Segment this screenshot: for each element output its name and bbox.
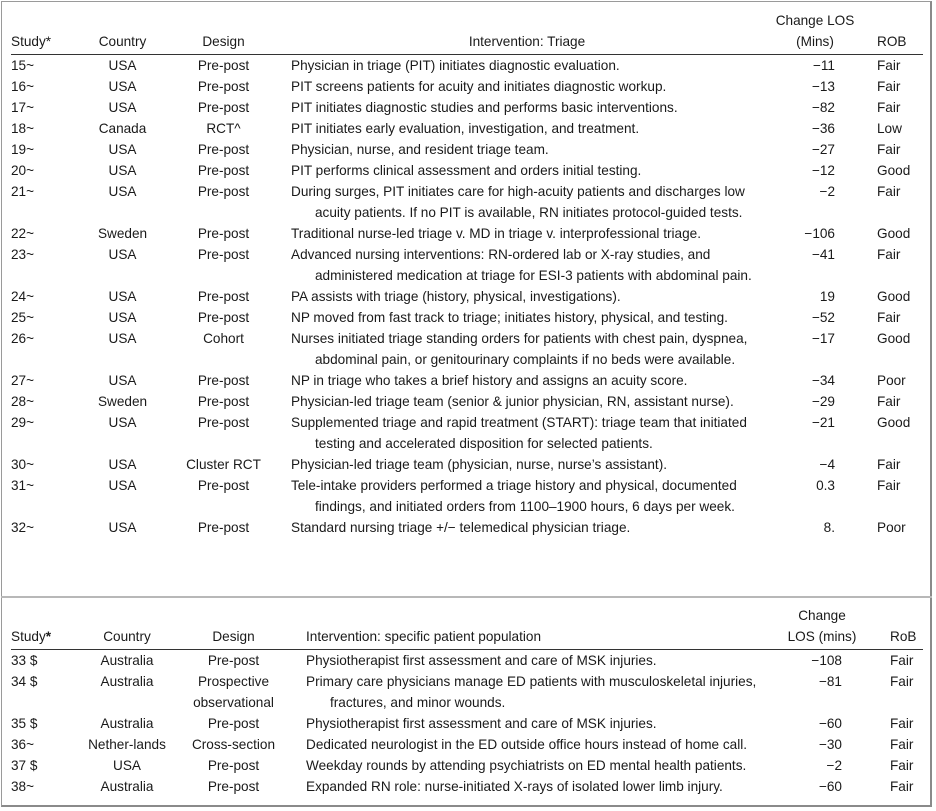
table-row (11, 734, 923, 755)
cell-change-los: −60 (818, 779, 842, 794)
cell-country: USA (108, 247, 137, 262)
header-intervention-2: Intervention: specific patient population (296, 603, 780, 650)
cell-change-los: −108 (811, 653, 842, 668)
intervention-text: Advanced nursing interventions: RN-ordered lab or X-ray studies, and administered medication at triage for ESI-3 patients with abdominal pain. (291, 247, 752, 283)
cell-intervention (296, 650, 780, 672)
cell-change-los: −27 (811, 142, 835, 157)
cell-change-los: −21 (811, 415, 835, 430)
cell-change-los: −106 (804, 226, 835, 241)
cell-change-los: 0.3 (816, 478, 835, 493)
table-row (11, 755, 923, 776)
cell-intervention (281, 412, 773, 454)
header-rob: ROB (857, 8, 923, 55)
cell-change-los: −2 (826, 758, 842, 773)
table-row (11, 181, 923, 223)
table-row (11, 370, 923, 391)
header-design-2: Design (171, 603, 296, 650)
intervention-text: Physician-led triage team (physician, nurse, nurse’s assistant). (291, 457, 668, 472)
cell-study: 37 $ (11, 758, 38, 773)
cell-country: Sweden (97, 394, 148, 409)
cell-change-los: −13 (811, 79, 835, 94)
section-divider (1, 596, 932, 598)
cell-intervention (281, 139, 773, 160)
table-row (11, 391, 923, 412)
cell-study: 29~ (11, 415, 35, 430)
header-country-2: Country (83, 603, 171, 650)
table-row (11, 139, 923, 160)
intervention-text: Tele-intake providers performed a triage history and physical, documented findings, and initiated orders from 1100–1900 hours, 6 days per week. (291, 478, 737, 514)
cell-study: 27~ (11, 373, 35, 388)
cell-intervention (281, 286, 773, 307)
cell-country: Australia (100, 716, 154, 731)
cell-study: 38~ (11, 779, 35, 794)
table-row (11, 412, 923, 454)
header-country: Country (79, 8, 166, 55)
table-row (11, 223, 923, 244)
table-row (11, 55, 923, 77)
cell-study: 15~ (11, 58, 35, 73)
cell-intervention (281, 391, 773, 412)
cell-country: Australia (100, 674, 154, 689)
cell-design: Pre-post (197, 520, 250, 535)
cell-intervention (281, 370, 773, 391)
intervention-text: Supplemented triage and rapid treatment (START): triage team that initiated testing and accelerated disposition for selected patients. (291, 415, 747, 451)
cell-change-los: −4 (819, 457, 835, 472)
intervention-text: Traditional nurse-led triage v. MD in triage v. interprofessional triage. (291, 226, 702, 241)
cell-study: 16~ (11, 79, 35, 94)
cell-intervention (281, 307, 773, 328)
cell-study: 34 $ (11, 674, 38, 689)
cell-intervention (281, 181, 773, 223)
cell-design: Pre-post (197, 163, 250, 178)
triage-table-body (11, 55, 923, 539)
cell-change-los: −82 (811, 100, 835, 115)
cell-rob: Fair (877, 79, 901, 94)
cell-intervention (281, 328, 773, 370)
table-row (11, 118, 923, 139)
cell-change-los: −30 (818, 737, 842, 752)
cell-country: USA (113, 758, 141, 773)
cell-rob: Fair (877, 100, 901, 115)
cell-change-los: −29 (811, 394, 835, 409)
intervention-text: Nurses initiated triage standing orders for patients with chest pain, dyspnea, abdominal pain, or genitourinary complaints if no beds were available. (291, 331, 748, 367)
cell-intervention (296, 734, 780, 755)
cell-rob: Fair (877, 478, 901, 493)
cell-design: Pre-post (197, 415, 250, 430)
cell-country: USA (108, 457, 137, 472)
cell-country: Sweden (97, 226, 148, 241)
cell-design: Cross-section (191, 737, 276, 752)
cell-intervention (281, 244, 773, 286)
cell-study: 30~ (11, 457, 35, 472)
table-row (11, 776, 923, 797)
cell-rob: Fair (890, 716, 914, 731)
cell-study: 33 $ (11, 653, 38, 668)
cell-rob: Good (877, 289, 911, 304)
cell-intervention (296, 713, 780, 734)
table-row (11, 97, 923, 118)
intervention-text: Physiotherapist first assessment and care of MSK injuries. (306, 653, 657, 668)
intervention-text: PIT initiates early evaluation, investigation, and treatment. (291, 121, 640, 136)
cell-rob: Fair (890, 758, 914, 773)
specific-population-table (11, 603, 923, 797)
header-rob-2: RoB (864, 603, 923, 650)
cell-change-los: −17 (811, 331, 835, 346)
header-study-2 (11, 603, 83, 650)
intervention-text: Dedicated neurologist in the ED outside office hours instead of home call. (306, 737, 748, 752)
cell-change-los: −36 (811, 121, 835, 136)
cell-rob: Fair (877, 394, 901, 409)
cell-design: Pre-post (197, 478, 250, 493)
header-change-los (773, 8, 857, 55)
cell-intervention (281, 55, 773, 77)
cell-rob: Low (877, 121, 902, 136)
triage-table (11, 8, 923, 538)
header-intervention: Intervention: Triage (281, 8, 773, 55)
specific-population-table-body (11, 650, 923, 798)
cell-rob: Fair (877, 184, 901, 199)
intervention-text: Standard nursing triage +/− telemedical physician triage. (291, 520, 631, 535)
cell-intervention (281, 517, 773, 538)
cell-intervention (281, 118, 773, 139)
table-row (11, 454, 923, 475)
cell-design: Pre-post (197, 142, 250, 157)
cell-intervention (281, 475, 773, 517)
cell-design: Pre-post (207, 758, 260, 773)
header-study-2-star: * (45, 629, 52, 644)
table-row (11, 244, 923, 286)
intervention-text: NP in triage who takes a brief history and assigns an acuity score. (291, 373, 688, 388)
cell-change-los: −52 (811, 310, 835, 325)
cell-design: Pre-post (197, 394, 250, 409)
cell-country: USA (108, 58, 137, 73)
table-row (11, 650, 923, 672)
cell-rob: Good (877, 415, 911, 430)
cell-study: 21~ (11, 184, 35, 199)
cell-design: Pre-post (197, 289, 250, 304)
cell-study: 23~ (11, 247, 35, 262)
intervention-text: During surges, PIT initiates care for high-acuity patients and discharges low acuity patients. If no PIT is available, RN initiates protocol-guided tests. (291, 184, 745, 220)
intervention-text: PIT screens patients for acuity and initiates diagnostic workup. (291, 79, 667, 94)
header-change-los-2-line1: Change (798, 608, 846, 623)
table-row (11, 713, 923, 734)
cell-study: 25~ (11, 310, 35, 325)
cell-design: Pre-post (207, 653, 260, 668)
cell-intervention (281, 454, 773, 475)
cell-design: Pre-post (197, 58, 250, 73)
cell-country: USA (108, 520, 137, 535)
cell-intervention (296, 755, 780, 776)
cell-rob: Fair (877, 247, 901, 262)
intervention-text: PIT initiates diagnostic studies and performs basic interventions. (291, 100, 678, 115)
cell-study: 28~ (11, 394, 35, 409)
table-row (11, 517, 923, 538)
cell-country: USA (108, 373, 137, 388)
specific-population-table-header (11, 603, 923, 650)
triage-table-header (11, 8, 923, 55)
intervention-text: Physician, nurse, and resident triage team. (291, 142, 549, 157)
cell-change-los: 8. (823, 520, 835, 535)
header-change-los-2-line2: LOS (mins) (787, 629, 857, 644)
cell-country: USA (108, 415, 137, 430)
cell-rob: Good (877, 331, 911, 346)
cell-study: 19~ (11, 142, 35, 157)
cell-country: USA (108, 331, 137, 346)
cell-change-los: −41 (811, 247, 835, 262)
table-row (11, 76, 923, 97)
cell-rob: Good (877, 226, 911, 241)
cell-country: Nether-lands (88, 737, 166, 752)
cell-study: 35 $ (11, 716, 38, 731)
cell-design: Pre-post (197, 184, 250, 199)
header-change-los-2 (780, 603, 864, 650)
header-study-2-label: Study (11, 629, 46, 644)
cell-design: Pre-post (197, 226, 250, 241)
cell-country: USA (108, 478, 137, 493)
cell-rob: Fair (877, 310, 901, 325)
table-row (11, 671, 923, 713)
table-row (11, 328, 923, 370)
cell-change-los: −60 (818, 716, 842, 731)
cell-country: USA (108, 310, 137, 325)
cell-country: USA (108, 142, 137, 157)
intervention-text: Expanded RN role: nurse-initiated X-rays of isolated lower limb injury. (306, 779, 723, 794)
cell-change-los: −11 (812, 58, 835, 73)
intervention-text: Weekday rounds by attending psychiatrists on ED mental health patients. (306, 758, 747, 773)
header-change-los-line2: (Mins) (796, 34, 834, 49)
cell-design: Pre-post (207, 779, 260, 794)
cell-design: Cluster RCT (186, 457, 261, 472)
table-row (11, 286, 923, 307)
cell-design: Pre-post (197, 373, 250, 388)
cell-intervention (296, 776, 780, 797)
intervention-text: Physician in triage (PIT) initiates diagnostic evaluation. (291, 58, 620, 73)
cell-design: Cohort (203, 331, 244, 346)
cell-study: 36~ (11, 737, 35, 752)
cell-design: Pre-post (197, 247, 250, 262)
cell-design: RCT^ (206, 121, 241, 136)
cell-intervention (281, 76, 773, 97)
cell-study: 17~ (11, 100, 35, 115)
cell-rob: Fair (877, 457, 901, 472)
table-row (11, 160, 923, 181)
cell-design: Pre-post (197, 100, 250, 115)
cell-change-los: −34 (811, 373, 835, 388)
cell-change-los: −12 (811, 163, 835, 178)
cell-intervention (281, 97, 773, 118)
cell-rob: Fair (890, 737, 914, 752)
cell-country: Australia (100, 653, 154, 668)
cell-design: Pre-post (197, 79, 250, 94)
cell-design: Prospective observational (193, 674, 274, 710)
cell-rob: Fair (890, 779, 914, 794)
cell-rob: Poor (877, 373, 906, 388)
table-row (11, 307, 923, 328)
cell-rob: Fair (877, 142, 901, 157)
header-study: Study* (11, 8, 79, 55)
cell-study: 32~ (11, 520, 35, 535)
cell-study: 20~ (11, 163, 35, 178)
cell-study: 22~ (11, 226, 35, 241)
cell-design: Pre-post (207, 716, 260, 731)
cell-intervention (281, 160, 773, 181)
cell-country: USA (108, 184, 137, 199)
cell-rob: Fair (890, 674, 914, 689)
intervention-text: Physician-led triage team (senior & junior physician, RN, assistant nurse). (291, 394, 734, 409)
cell-change-los: 19 (819, 289, 835, 304)
cell-rob: Good (877, 163, 911, 178)
cell-country: USA (108, 163, 137, 178)
cell-design: Pre-post (197, 310, 250, 325)
intervention-text: NP moved from fast track to triage; initiates history, physical, and testing. (291, 310, 728, 325)
cell-country: USA (108, 289, 137, 304)
intervention-text: Physiotherapist first assessment and care of MSK injuries. (306, 716, 657, 731)
header-design: Design (166, 8, 281, 55)
cell-study: 24~ (11, 289, 35, 304)
cell-rob: Poor (877, 520, 906, 535)
cell-country: USA (108, 79, 137, 94)
cell-study: 18~ (11, 121, 35, 136)
table-row (11, 475, 923, 517)
cell-rob: Fair (890, 653, 914, 668)
cell-intervention (281, 223, 773, 244)
intervention-text: Primary care physicians manage ED patients with musculoskeletal injuries, fractures, and minor wounds. (306, 674, 757, 710)
cell-intervention (296, 671, 780, 713)
intervention-text: PA assists with triage (history, physical, investigations). (291, 289, 621, 304)
cell-country: USA (108, 100, 137, 115)
cell-change-los: −81 (818, 674, 842, 689)
cell-study: 31~ (11, 478, 35, 493)
cell-rob: Fair (877, 58, 901, 73)
cell-change-los: −2 (819, 184, 835, 199)
intervention-text: PIT performs clinical assessment and orders initial testing. (291, 163, 642, 178)
cell-study: 26~ (11, 331, 35, 346)
cell-country: Canada (98, 121, 147, 136)
cell-country: Australia (100, 779, 154, 794)
header-change-los-line1: Change LOS (775, 13, 855, 28)
